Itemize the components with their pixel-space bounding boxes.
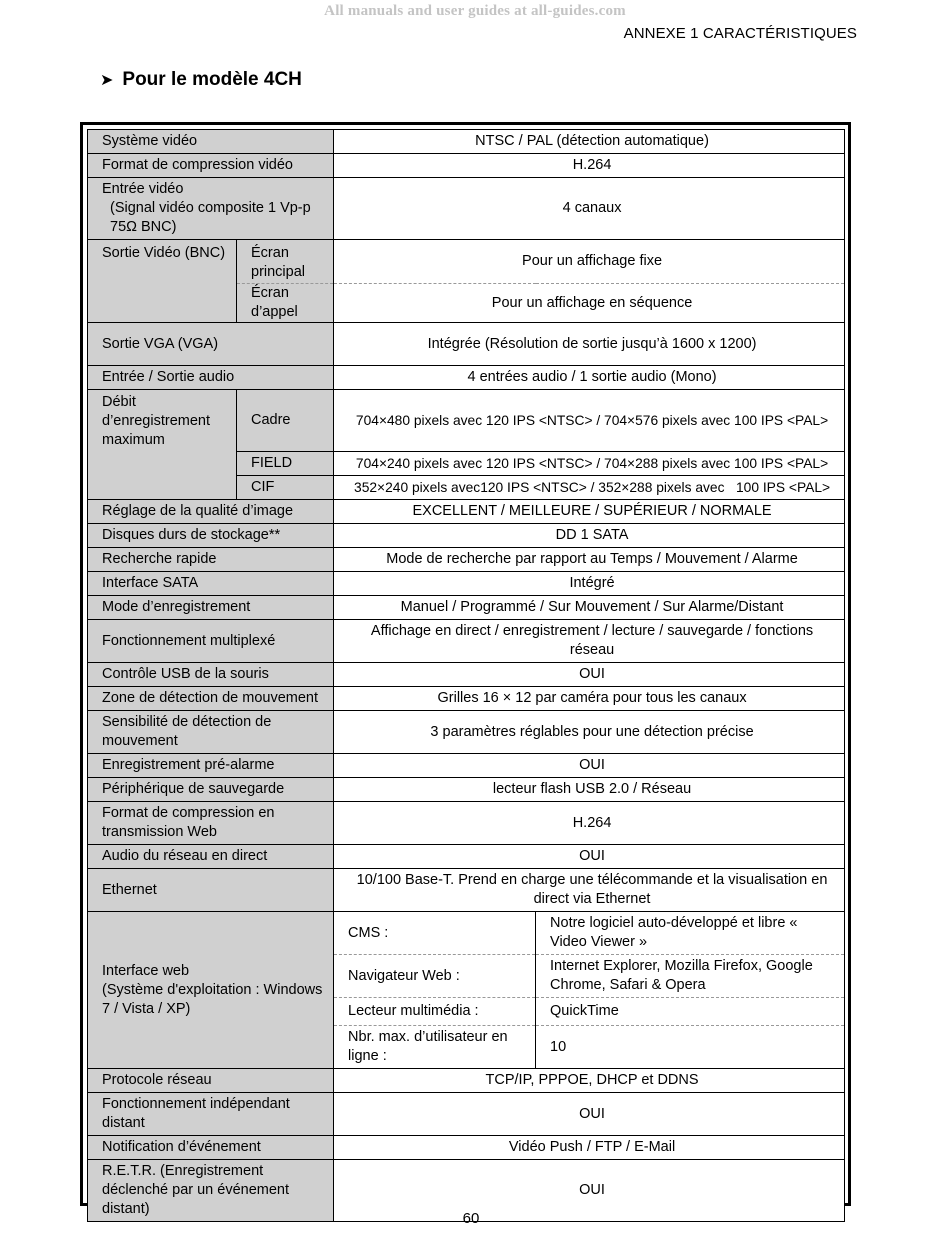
spec-value: 4 entrées audio / 1 sortie audio (Mono) bbox=[334, 366, 845, 390]
spec-value: Pour un affichage en séquence bbox=[334, 284, 845, 323]
spec-label: Protocole réseau bbox=[88, 1069, 334, 1093]
table-row bbox=[88, 130, 845, 154]
spec-label-line: Entrée vidéo bbox=[102, 181, 184, 197]
spec-value: Intégré bbox=[334, 572, 845, 596]
spec-sublabel: CMS : bbox=[334, 912, 536, 955]
spec-value: 10 bbox=[536, 1026, 845, 1069]
table-row bbox=[88, 323, 845, 366]
spec-label: Fonctionnement indépendant distant bbox=[88, 1093, 334, 1136]
table-row bbox=[88, 178, 845, 240]
spec-label: Recherche rapide bbox=[88, 548, 334, 572]
spec-value: OUI bbox=[334, 754, 845, 778]
table-row bbox=[88, 778, 845, 802]
table-row bbox=[88, 711, 845, 754]
table-row bbox=[88, 845, 845, 869]
spec-value: 704×240 pixels avec 120 IPS <NTSC> / 704×288 pixels avec 100 IPS <PAL> bbox=[334, 452, 845, 476]
spec-value: H.264 bbox=[334, 154, 845, 178]
table-row bbox=[88, 754, 845, 778]
spec-sublabel: CIF bbox=[237, 476, 334, 500]
spec-value: DD 1 SATA bbox=[334, 524, 845, 548]
spec-label: Sortie VGA (VGA) bbox=[88, 323, 334, 366]
table-row bbox=[88, 596, 845, 620]
spec-value: Vidéo Push / FTP / E-Mail bbox=[334, 1136, 845, 1160]
spec-sublabel: Nbr. max. d’utilisateur en ligne : bbox=[334, 1026, 536, 1069]
page-header: ANNEXE 1 CARACTÉRISTIQUES bbox=[623, 25, 857, 42]
spec-value: Pour un affichage fixe bbox=[334, 240, 845, 284]
spec-table bbox=[87, 129, 845, 1222]
spec-label: Contrôle USB de la souris bbox=[88, 663, 334, 687]
spec-label: Débit d’enregistrement maximum bbox=[88, 390, 237, 500]
table-row bbox=[88, 663, 845, 687]
table-row bbox=[88, 390, 845, 452]
spec-label: Système vidéo bbox=[88, 130, 334, 154]
spec-table-frame bbox=[80, 122, 851, 1217]
spec-value: 10/100 Base-T. Prend en charge une télécommande et la visualisation en direct via Ethernet bbox=[334, 869, 845, 912]
spec-sublabel: Écran principal bbox=[237, 240, 334, 284]
spec-sublabel: Écran d’appel bbox=[237, 284, 334, 323]
spec-value: EXCELLENT / MEILLEURE / SUPÉRIEUR / NORMALE bbox=[334, 500, 845, 524]
spec-value: 704×480 pixels avec 120 IPS <NTSC> / 704×576 pixels avec 100 IPS <PAL> bbox=[334, 390, 845, 452]
spec-label: Audio du réseau en direct bbox=[88, 845, 334, 869]
arrow-bullet-icon: ➤ bbox=[100, 72, 114, 89]
page-number: 60 bbox=[462, 1210, 480, 1227]
spec-value: lecteur flash USB 2.0 / Réseau bbox=[334, 778, 845, 802]
spec-value: TCP/IP, PPPOE, DHCP et DDNS bbox=[334, 1069, 845, 1093]
spec-label: Sensibilité de détection de mouvement bbox=[88, 711, 334, 754]
spec-value: 3 paramètres réglables pour une détection précise bbox=[334, 711, 845, 754]
table-row bbox=[88, 524, 845, 548]
spec-value: Notre logiciel auto-développé et libre « Video Viewer » bbox=[536, 912, 845, 955]
spec-value: Internet Explorer, Mozilla Firefox, Google Chrome, Safari & Opera bbox=[536, 955, 845, 998]
spec-sublabel: FIELD bbox=[237, 452, 334, 476]
spec-label: Interface SATA bbox=[88, 572, 334, 596]
table-row bbox=[88, 620, 845, 663]
spec-label: R.E.T.R. (Enregistrement déclenché par un événement distant) bbox=[88, 1160, 334, 1222]
spec-sublabel: Navigateur Web : bbox=[334, 955, 536, 998]
table-row bbox=[88, 1093, 845, 1136]
spec-sublabel: Cadre bbox=[237, 390, 334, 452]
spec-value: Affichage en direct / enregistrement / lecture / sauvegarde / fonctions réseau bbox=[334, 620, 845, 663]
spec-value: Intégrée (Résolution de sortie jusqu’à 1600 x 1200) bbox=[334, 323, 845, 366]
spec-value: QuickTime bbox=[536, 998, 845, 1026]
table-row bbox=[88, 1069, 845, 1093]
table-row bbox=[88, 240, 845, 284]
table-row bbox=[88, 869, 845, 912]
table-row bbox=[88, 912, 845, 955]
table-row bbox=[88, 154, 845, 178]
spec-label: Réglage de la qualité d’image bbox=[88, 500, 334, 524]
table-row bbox=[88, 802, 845, 845]
spec-value: Mode de recherche par rapport au Temps / Mouvement / Alarme bbox=[334, 548, 845, 572]
table-row bbox=[88, 1136, 845, 1160]
spec-value: OUI bbox=[334, 1160, 845, 1222]
spec-label-line: Interface web bbox=[102, 962, 190, 979]
spec-value: OUI bbox=[334, 1093, 845, 1136]
spec-value: Manuel / Programmé / Sur Mouvement / Sur Alarme/Distant bbox=[334, 596, 845, 620]
spec-sublabel: Lecteur multimédia : bbox=[334, 998, 536, 1026]
spec-label: Disques durs de stockage** bbox=[88, 524, 334, 548]
watermark: All manuals and user guides at all-guides.com bbox=[324, 3, 626, 19]
table-row bbox=[88, 687, 845, 711]
spec-label: Périphérique de sauvegarde bbox=[88, 778, 334, 802]
section-heading-text: Pour le modèle 4CH bbox=[122, 69, 302, 90]
spec-value: OUI bbox=[334, 663, 845, 687]
spec-label: Zone de détection de mouvement bbox=[88, 687, 334, 711]
spec-label: Fonctionnement multiplexé bbox=[88, 620, 334, 663]
spec-label bbox=[88, 912, 334, 1069]
spec-label: Mode d’enregistrement bbox=[88, 596, 334, 620]
table-row bbox=[88, 572, 845, 596]
spec-value: 352×240 pixels avec120 IPS <NTSC> / 352×288 pixels avec 100 IPS <PAL> bbox=[334, 476, 845, 500]
spec-label: Notification d’événement bbox=[88, 1136, 334, 1160]
spec-label: Enregistrement pré-alarme bbox=[88, 754, 334, 778]
spec-value: H.264 bbox=[334, 802, 845, 845]
spec-value: OUI bbox=[334, 845, 845, 869]
table-row bbox=[88, 500, 845, 524]
spec-value: 4 canaux bbox=[334, 178, 845, 240]
spec-label: Entrée / Sortie audio bbox=[88, 366, 334, 390]
spec-label-line: (Signal vidéo composite 1 Vp-p 75Ω BNC) bbox=[110, 200, 311, 235]
spec-value: NTSC / PAL (détection automatique) bbox=[334, 130, 845, 154]
spec-label: Format de compression vidéo bbox=[88, 154, 334, 178]
table-row bbox=[88, 366, 845, 390]
table-row bbox=[88, 548, 845, 572]
spec-label: Sortie Vidéo (BNC) bbox=[88, 240, 237, 323]
spec-label: Format de compression en transmission Web bbox=[88, 802, 334, 845]
spec-label: Ethernet bbox=[88, 869, 334, 912]
spec-value: Grilles 16 × 12 par caméra pour tous les canaux bbox=[334, 687, 845, 711]
section-heading bbox=[100, 69, 302, 91]
spec-label-line: (Système d'exploitation : Windows 7 / Vista / XP) bbox=[102, 981, 323, 1017]
spec-label bbox=[88, 178, 334, 240]
